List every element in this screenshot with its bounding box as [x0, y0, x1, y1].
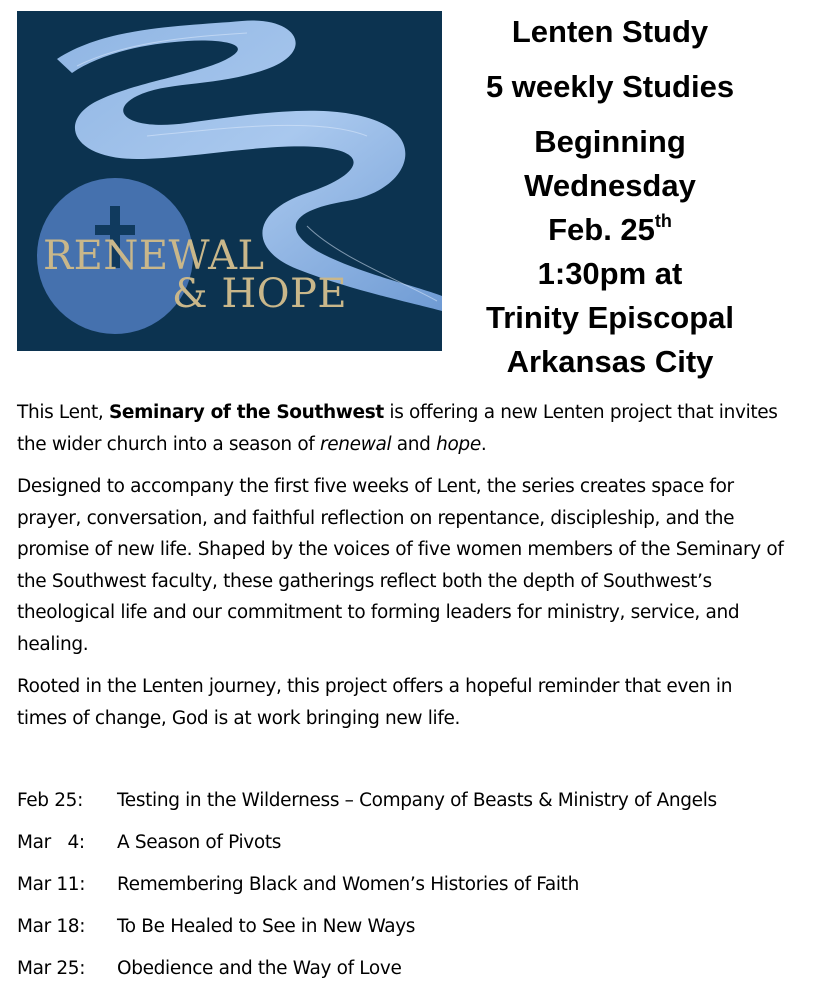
schedule-topic: A Season of Pivots	[117, 832, 282, 853]
renewal-hope-logo	[17, 11, 442, 351]
start-date: Feb. 25th	[548, 211, 672, 247]
intro-paragraph: This Lent, Seminary of the Southwest is offering a new Lenten project that invites the wider church into a season of renewal and hope.	[17, 402, 778, 455]
venue-name: Trinity Episcopal	[485, 300, 735, 335]
schedule-date: Feb 25:	[17, 790, 83, 811]
logo-line-hope: & HOPE	[172, 271, 348, 317]
date-suffix: th	[654, 211, 672, 231]
schedule-date: Mar 4:	[17, 832, 85, 853]
schedule-date: Mar 11:	[17, 874, 86, 895]
schedule-topic: To Be Healed to See in New Ways	[117, 916, 416, 937]
start-label: Beginning	[534, 124, 686, 159]
start-day: Wednesday	[524, 168, 696, 203]
seminary-name: Seminary of the Southwest	[108, 402, 384, 423]
description-paragraph: Designed to accompany the first five weeks of Lent, the series creates space for prayer, conversation, and faithful reflection on repentance, discipleship, and the promise of new life. Shaped by the voices of five women members of the Seminary of the Southwest faculty, these gatherings reflect both the depth of Southwest’s theological life and our commitment to forming leaders for ministry, service, and healing.	[17, 476, 784, 655]
logo-line-renewal: RENEWAL	[43, 233, 265, 279]
schedule-date: Mar 18:	[17, 916, 86, 937]
schedule-topic: Remembering Black and Women’s Histories of Faith	[117, 874, 579, 895]
venue-city: Arkansas City	[506, 344, 714, 379]
study-title: Lenten Study	[511, 14, 709, 49]
study-count: 5 weekly Studies	[485, 69, 735, 104]
river-illustration	[17, 11, 442, 351]
start-time: 1:30pm at	[537, 256, 683, 291]
schedule-topic: Testing in the Wilderness – Company of Beasts & Ministry of Angels	[117, 790, 717, 811]
study-announcement	[462, 10, 758, 384]
closing-paragraph: Rooted in the Lenten journey, this project offers a hopeful reminder that even in times of change, God is at work bringing new life.	[17, 676, 733, 729]
schedule-topic: Obedience and the Way of Love	[117, 958, 402, 979]
schedule-date: Mar 25:	[17, 958, 86, 979]
